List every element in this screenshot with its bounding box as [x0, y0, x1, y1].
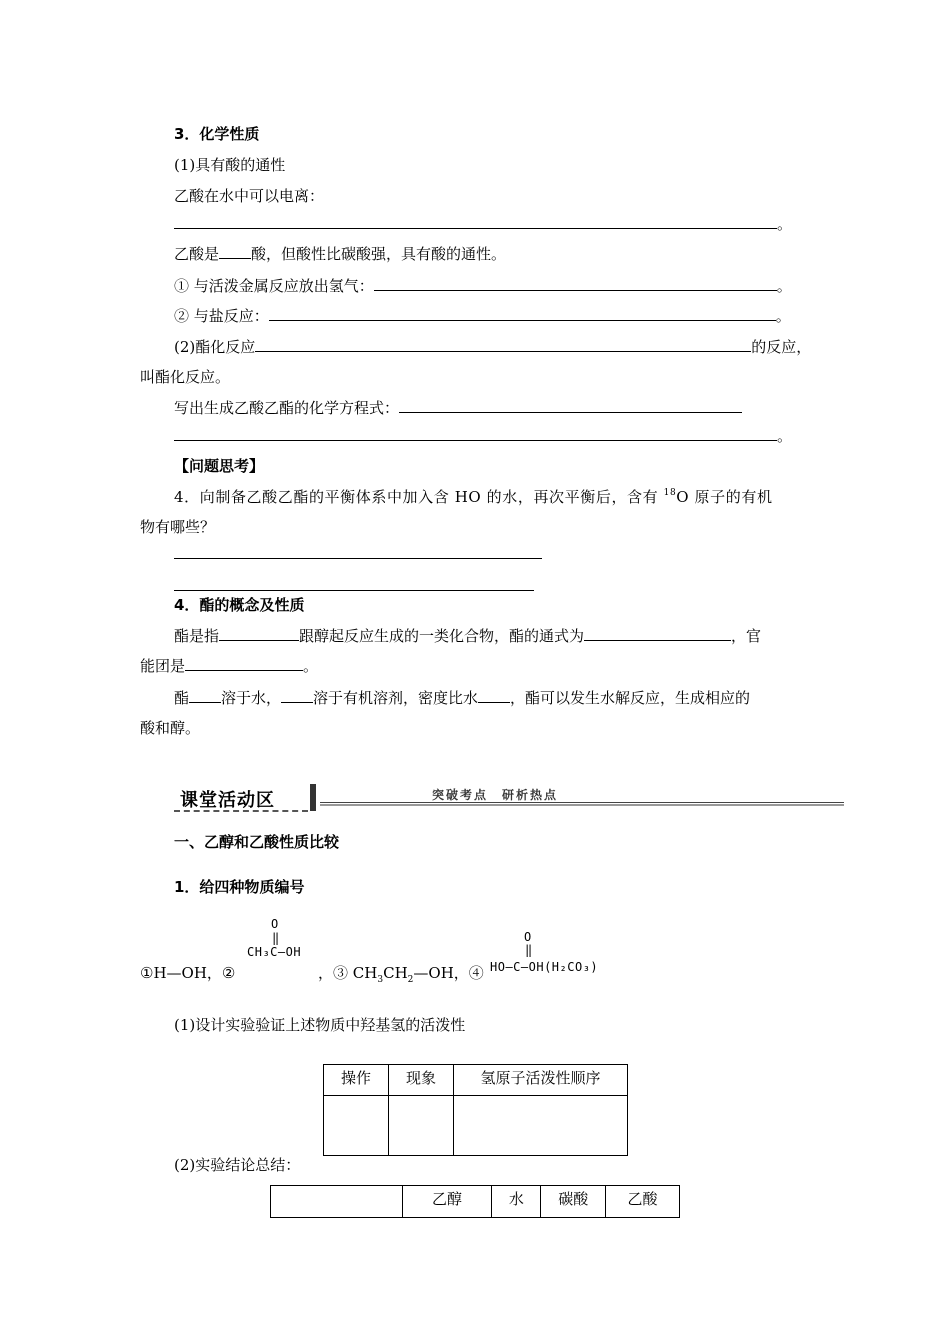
- comparison-table: [270, 1185, 680, 1218]
- table-header-cell: 水: [492, 1186, 541, 1218]
- metal-reaction-blank[interactable]: [374, 276, 777, 291]
- table-cell[interactable]: [324, 1096, 389, 1156]
- table-header-cell: 操作: [324, 1065, 389, 1096]
- acetic-main-chain: CH₃C—OH: [247, 945, 302, 959]
- table-row: [324, 1096, 628, 1156]
- subsection-1-title: (1)具有酸的通性: [174, 156, 286, 174]
- formula-1: ①H—OH，②: [140, 964, 236, 982]
- question-4: 4．向制备乙酸乙酯的平衡体系中加入含 HO 的水，再次平衡后，含有 $^{18}$O 原子的有机: [174, 488, 773, 506]
- part-1-title: 一、乙醇和乙酸性质比较: [174, 833, 340, 851]
- banner-rule-shadow: [320, 804, 844, 806]
- section-4-title: 4．酯的概念及性质: [174, 596, 305, 614]
- acetic-acid-structure: [247, 917, 327, 967]
- acetic-double-bond: ‖: [272, 931, 280, 945]
- section-3-title: 3．化学性质: [174, 125, 260, 143]
- answer-line-2[interactable]: [174, 576, 534, 596]
- table-header-cell: 碳酸: [541, 1186, 606, 1218]
- banner-title: 课堂活动区: [180, 790, 275, 811]
- question-4-line-2: 物有哪些？: [140, 518, 216, 536]
- functional-group-line: 能团是 。: [140, 657, 319, 675]
- banner-subtitle: 突破考点 研析热点: [432, 788, 559, 802]
- banner-rule: [320, 802, 844, 803]
- density-blank[interactable]: [478, 688, 510, 703]
- experiment-design: (1)设计实验验证上述物质中羟基氢的活泼性: [174, 1016, 466, 1034]
- equation-blank[interactable]: [399, 398, 742, 413]
- ester-definition-line: 酯是指 跟醇起反应生成的一类化合物，酯的通式为 ，官: [174, 627, 762, 645]
- question-heading: 【问题思考】: [174, 457, 265, 475]
- experiment-table: [323, 1064, 628, 1156]
- esterification-blank[interactable]: [255, 337, 751, 352]
- table-header-row: [271, 1186, 680, 1218]
- metal-reaction-line: ① 与活泼金属反应放出氢气： 。: [174, 277, 792, 295]
- equation-line: 写出生成乙酸乙酯的化学方程式：: [174, 398, 742, 418]
- esterification-line: (2)酯化反应 的反应，: [174, 338, 812, 356]
- table-header-cell: 乙醇: [402, 1186, 492, 1218]
- equation-line-2: 。: [174, 426, 792, 446]
- water-solubility-blank[interactable]: [189, 688, 221, 703]
- esterification-line-2: 叫酯化反应。: [140, 368, 231, 386]
- ester-properties-line-2: 酸和醇。: [140, 719, 201, 737]
- carbonic-main-chain: HO—C—OH(H₂CO₃): [490, 960, 599, 974]
- ester-properties-line: 酯 溶于水， 溶于有机溶剂，密度比水 ，酯可以发生水解反应，生成相应的: [174, 689, 751, 707]
- salt-reaction-blank[interactable]: [269, 306, 776, 321]
- ionization-line: 。: [174, 214, 792, 234]
- carbonic-o-label: O: [524, 930, 532, 944]
- section-banner: [174, 782, 844, 814]
- carbonic-acid-structure: [490, 930, 640, 980]
- banner-bar: [310, 784, 316, 811]
- table-cell[interactable]: [389, 1096, 454, 1156]
- answer-line-1[interactable]: [174, 544, 542, 564]
- table-header-row: [324, 1065, 628, 1096]
- table-header-cell: [271, 1186, 403, 1218]
- carbonic-double-bond: ‖: [525, 943, 533, 957]
- table-header-cell: 氢原子活泼性顺序: [454, 1065, 628, 1096]
- ionization-prompt: 乙酸在水中可以电离：: [174, 187, 325, 205]
- equation-blank-2[interactable]: [174, 426, 777, 441]
- weak-acid-line: 乙酸是 酸，但酸性比碳酸强，具有酸的通性。: [174, 245, 507, 263]
- conclusion-title: (2)实验结论总结：: [174, 1156, 301, 1174]
- table-cell[interactable]: [454, 1096, 628, 1156]
- acid-strength-blank[interactable]: [219, 244, 251, 259]
- table-header-cell: 乙酸: [606, 1186, 680, 1218]
- ester-def-blank[interactable]: [219, 626, 299, 641]
- ionization-blank[interactable]: [174, 214, 777, 229]
- item-1-title: 1．给四种物质编号: [174, 878, 305, 896]
- acetic-o-label: O: [271, 917, 279, 931]
- salt-reaction-line: ② 与盐反应： 。: [174, 307, 791, 325]
- functional-group-blank[interactable]: [185, 656, 303, 671]
- table-header-cell: 现象: [389, 1065, 454, 1096]
- ester-formula-blank[interactable]: [584, 626, 731, 641]
- organic-solubility-blank[interactable]: [281, 688, 313, 703]
- formula-2-3: ，③ $CH_3CH_2—OH$，④: [318, 964, 484, 985]
- banner-dashes: [174, 810, 308, 812]
